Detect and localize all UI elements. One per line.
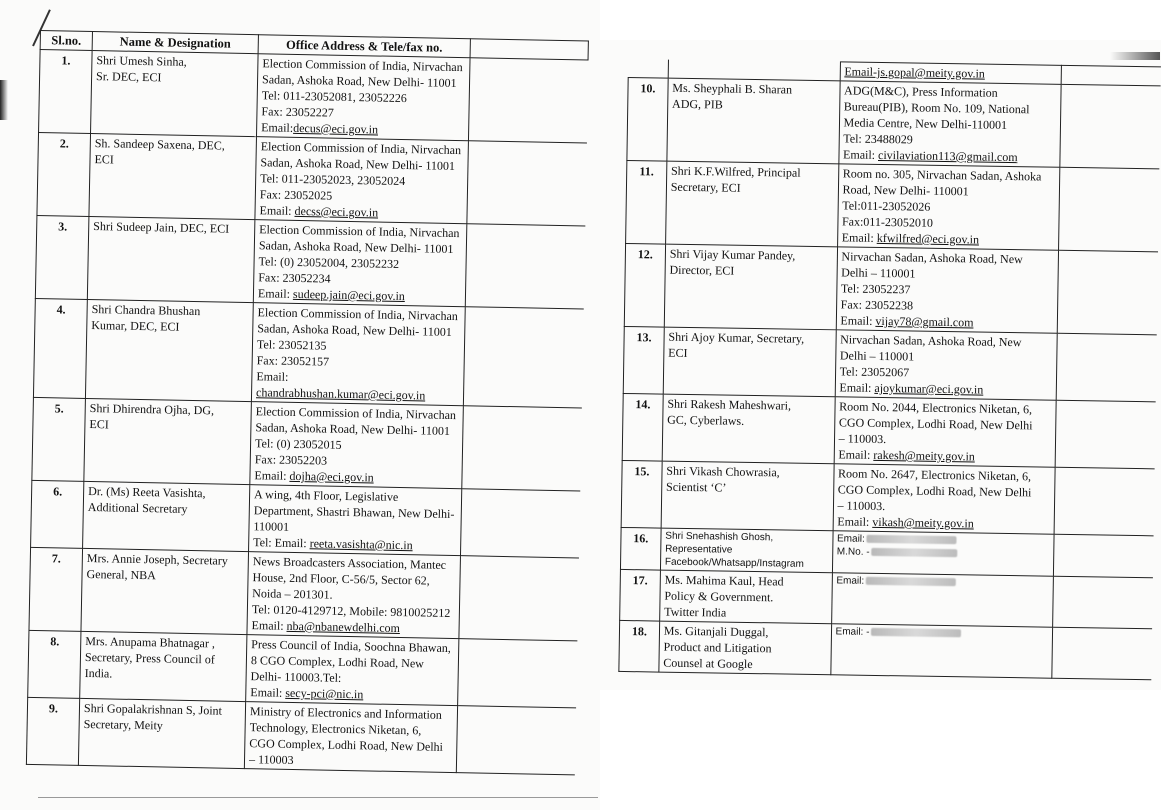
row-name-designation (81, 548, 249, 634)
row-office-address (830, 624, 1053, 678)
name-line: Ms. Gitanjali Duggal, (663, 623, 769, 640)
email-line (256, 384, 459, 404)
row-slno: 18. (619, 620, 660, 672)
row-office-address (256, 54, 470, 141)
email-address: dojha@eci.gov.in (289, 468, 374, 485)
row-blank-cell (1053, 576, 1153, 629)
address-line: Tel: (0) 23052004, 23052232 (258, 254, 400, 271)
email-label: Email: (837, 514, 873, 529)
address-line: Tel:011-23052026 (842, 198, 931, 214)
address-line: Tel: (0) 23052015 (254, 436, 342, 452)
address-line: Sadan, Ashoka Road, New Delhi- 11001 (255, 420, 451, 438)
email-label: Email: (251, 618, 287, 633)
row-blank-cell (1052, 627, 1152, 680)
table-row (622, 393, 1155, 468)
row-blank-cell (462, 406, 582, 491)
email-line (250, 684, 453, 704)
address-line: Nirvachan Sadan, Ashoka Road, New (841, 249, 1023, 267)
name-line: Shri Vijay Kumar Pandey, (669, 246, 796, 263)
table-row (35, 215, 584, 309)
row-name-designation (80, 631, 247, 701)
address-line: – 110003 (248, 752, 294, 768)
name-line: Twitter India (664, 604, 727, 620)
row-office-address (835, 330, 1058, 400)
row-office-address (251, 303, 465, 406)
row-name-designation (89, 133, 257, 219)
address-line: Sadan, Ashoka Road, New Delhi- 11001 (260, 155, 456, 173)
row-name-designation (87, 216, 255, 302)
row-name-designation (659, 570, 832, 624)
right-scanned-page (600, 40, 1161, 690)
email-line (838, 446, 1051, 465)
right-contact-table-sheet (618, 58, 1161, 680)
name-line: ECI (668, 345, 688, 360)
address-line: House, 2nd Floor, C-56/5, Sector 62, (252, 570, 430, 588)
address-line: Room No. 2044, Electronics Niketan, 6, (839, 399, 1033, 417)
address-line: – 110003. (837, 498, 886, 514)
address-line: Ministry of Electronics and Information (249, 704, 443, 722)
email-address: decus@eci.gov.in (293, 120, 379, 137)
address-line: A wing, 4th Floor, Legislative (253, 487, 399, 504)
address-line: Tel: 011-23052023, 23052024 (260, 171, 406, 189)
address-line: Fax: 23052025 (259, 187, 333, 203)
row-blank-cell (1054, 467, 1154, 536)
address-line: Delhi – 110001 (839, 348, 915, 364)
address-line: Room No. 2647, Electronics Niketan, 6, (837, 466, 1032, 484)
row-blank-cell (458, 639, 577, 708)
table-row (620, 569, 1153, 628)
email-line (259, 202, 462, 222)
address-line: 110001 (253, 519, 290, 534)
name-line: ECI (89, 417, 109, 432)
email-label: Tel: Email: (253, 535, 310, 551)
name-line: Shri Sudeep Jain, DEC, ECI (93, 219, 230, 236)
header-slno: Sl.no. (40, 31, 92, 51)
row-slno: 12. (624, 243, 665, 327)
name-line: Sr. DEC, ECI (95, 69, 162, 85)
row-slno: 7. (29, 547, 83, 631)
table-row (29, 547, 578, 641)
row-office-address (836, 247, 1059, 333)
email-label: Email: (259, 203, 295, 218)
row-name-designation (83, 481, 250, 551)
row-name-designation (662, 394, 835, 464)
address-line: Fax: 23052227 (261, 104, 334, 120)
row-slno: 13. (623, 326, 664, 394)
name-line: Shri Vikash Chowrasia, (666, 463, 780, 480)
table-row (33, 298, 583, 408)
address-line: Email: (256, 369, 289, 384)
email-line (839, 379, 1052, 398)
row-office-address (253, 220, 467, 307)
scan-edge-mark (1110, 52, 1160, 60)
left-contact-table-sheet (26, 30, 589, 775)
email-line (261, 119, 464, 139)
row-blank-cell (459, 556, 579, 641)
header-blank (470, 39, 588, 60)
address-line: Media Centre, New Delhi-110001 (843, 115, 1008, 132)
email-address: chandrabhushan.kumar@eci.gov.in (255, 385, 426, 403)
name-line: Secretary, Press Council of (84, 649, 215, 667)
email-line (837, 513, 1050, 532)
row-office-address (833, 464, 1056, 534)
address-line: Fax: 23052157 (256, 353, 330, 369)
table-row (28, 630, 577, 708)
address-line: Sadan, Ashoka Road, New Delhi- 11001 (258, 238, 454, 256)
row-office-address (246, 635, 459, 706)
name-line: Scientist ‘C’ (665, 479, 727, 495)
address-line: ADG(M&C), Press Information (843, 83, 998, 100)
table-row (31, 480, 580, 558)
address-line: Tel: 011-23052081, 23052226 (261, 88, 407, 106)
address-line: Sadan, Ashoka Road, New Delhi- 11001 (257, 321, 452, 339)
email-label: Email: (250, 685, 286, 700)
row-slno: 2. (37, 132, 91, 216)
redacted-contact (872, 548, 958, 557)
name-line: Facebook/Whatsapp/Instagram (664, 556, 804, 570)
address-line: News Broadcasters Association, Mantec (252, 554, 447, 572)
row-office-address (831, 573, 1054, 627)
email-address: civilaviation113@gmail.com (877, 147, 1018, 165)
address-line: Election Commission of India, Nirvachan (262, 56, 463, 75)
name-line: Counsel at Google (663, 655, 753, 672)
row-blank-cell (1056, 400, 1156, 469)
row-slno: 3. (35, 215, 89, 299)
name-line: Ms. Mahima Kaul, Head (664, 572, 784, 589)
redacted-contact (866, 577, 956, 586)
table-row (26, 697, 575, 775)
name-line: Policy & Government. (664, 588, 774, 605)
name-line: Director, ECI (669, 262, 735, 278)
scan-shadow (0, 80, 8, 120)
row-name-designation (664, 244, 837, 330)
address-line: Fax: 23052238 (840, 297, 914, 313)
address-line: Fax: 23052203 (254, 452, 328, 468)
row-blank-cell (1060, 84, 1160, 169)
email-address: decss@eci.gov.in (294, 203, 379, 220)
row-blank-cell (1059, 167, 1159, 252)
name-line: Shri Rakesh Maheshwari, (667, 396, 792, 413)
email-address: vikash@meity.gov.in (872, 514, 974, 531)
row-blank-cell (465, 224, 585, 309)
email-label: Email: (842, 147, 879, 162)
email-address: kfwilfred@eci.gov.in (876, 230, 980, 247)
address-line: Tel: 0120-4129712, Mobile: 9810025212 (251, 602, 451, 620)
email-line (253, 534, 456, 554)
email-line (842, 229, 1055, 248)
name-line: Secretary, ECI (670, 179, 741, 195)
address-line: CGO Complex, Lodhi Road, New Delhi (838, 415, 1033, 433)
row-blank-cell (467, 141, 587, 226)
header-name-designation: Name & Designation (92, 32, 258, 54)
contact-line (835, 625, 1048, 641)
name-line: ECI (94, 152, 115, 167)
email-address: reeta.vasishta@nic.in (309, 536, 413, 553)
row-name-designation (84, 398, 252, 484)
row-name-designation (91, 51, 259, 137)
email-label: Email: (257, 286, 294, 301)
address-line: Tel: 23488029 (843, 131, 913, 147)
row-blank-cell (456, 706, 575, 775)
row-office-address (832, 531, 1054, 576)
email-label: Email: (839, 380, 875, 395)
table-row (39, 50, 588, 144)
name-line: Shri Snehashish Ghosh, (665, 530, 774, 544)
name-line: Kumar, DEC, ECI (91, 318, 180, 334)
name-line: General, NBA (86, 566, 156, 583)
address-line: CGO Complex, Lodhi Road, New Delhi (249, 736, 444, 754)
email-label: Email: (254, 468, 290, 483)
continued-email: Email-js.gopal@meity.gov.in (840, 62, 1062, 84)
address-line: Technology, Electronics Niketan, 6, (249, 720, 422, 738)
row-slno: 14. (622, 393, 663, 461)
table-row (626, 160, 1160, 251)
email-address: nba@nbanewdelhi.com (286, 618, 401, 636)
row-office-address (834, 397, 1057, 467)
row-office-address (250, 402, 464, 489)
email-address: rakesh@meity.gov.in (873, 447, 975, 464)
address-line: Delhi- 110003.Tel: (250, 669, 342, 685)
address-line: Sadan, Ashoka Road, New Delhi- 11001 (261, 72, 457, 91)
contact-label: M.No. - (836, 546, 870, 558)
address-line: Tel: 23052237 (840, 281, 911, 297)
row-name-designation (78, 698, 245, 768)
row-name-designation (659, 621, 832, 675)
address-line: Election Commission of India, Nirvachan (259, 222, 460, 241)
row-slno: 8. (28, 630, 81, 698)
contact-line (837, 545, 1050, 561)
email-address: sudeep.jain@eci.gov.in (292, 286, 406, 304)
contact-table-right (618, 58, 1161, 680)
row-slno: 17. (620, 569, 661, 621)
row-blank-cell (460, 489, 579, 558)
name-line: Shri Ajoy Kumar, Secretary, (668, 329, 805, 346)
name-line: Shri Chandra Bhushan (91, 302, 201, 319)
row-slno: 9. (26, 697, 79, 765)
row-blank-cell (1058, 250, 1158, 335)
email-line (840, 312, 1053, 331)
name-line: Additional Secretary (87, 500, 188, 516)
email-line (258, 285, 461, 305)
table-row (619, 620, 1152, 679)
row-name-designation (663, 327, 836, 397)
table-row (32, 397, 581, 491)
row-slno: 1. (39, 50, 93, 134)
email-label: Email: (838, 447, 874, 462)
table-row (37, 132, 586, 226)
name-line: Shri Umesh Sinha, (96, 53, 187, 69)
email-label: Email: (841, 230, 877, 245)
address-line: Election Commission of India, Nirvachan (257, 305, 459, 324)
redacted-contact (871, 628, 961, 637)
name-line: Secretary, Meity (83, 716, 164, 733)
row-name-designation (660, 528, 832, 573)
name-line: GC, Cyberlaws. (667, 412, 745, 428)
table-row (624, 243, 1158, 334)
name-line: India. (84, 665, 113, 681)
row-slno: 10. (627, 78, 668, 162)
name-line: Mrs. Annie Joseph, Secretary (86, 550, 228, 568)
address-line: Department, Shastri Bhawan, New Delhi- (253, 503, 455, 522)
row-blank-cell (1054, 534, 1154, 578)
address-line: Tel: 23052135 (256, 337, 327, 353)
header-office-address: Office Address & Tele/fax no. (258, 35, 470, 58)
row-slno: 16. (620, 527, 660, 570)
row-blank-cell (463, 307, 583, 408)
name-line: Mrs. Anupama Bhatnagar , (85, 633, 216, 651)
row-office-address (244, 702, 457, 773)
contact-label: Email: (836, 533, 865, 545)
contact-line (836, 574, 1049, 590)
contact-label: Email: - (835, 626, 870, 638)
row-slno: 5. (32, 397, 86, 481)
row-office-address (249, 485, 462, 556)
address-line: – 110003. (838, 431, 887, 447)
address-line: Delhi – 110001 (841, 265, 916, 281)
address-line: Road, New Delhi- 110001 (842, 182, 969, 199)
address-line: Fax: 23052234 (258, 270, 331, 286)
name-line: Shri Dhirendra Ojha, DG, (89, 401, 215, 418)
address-line: Press Council of India, Soochna Bhawan, (251, 637, 451, 655)
name-line: Ms. Sheyphali B. Sharan (672, 80, 793, 97)
row-blank-cell (468, 58, 588, 143)
email-label: Email: (261, 120, 294, 135)
address-line: Election Commission of India, Nirvachan (260, 139, 462, 158)
address-line: Fax:011-23052010 (841, 214, 934, 230)
row-office-address (247, 552, 461, 639)
email-label: Email: (840, 313, 876, 328)
name-line: Product and Litigation (663, 639, 772, 656)
row-slno: 4. (33, 298, 87, 398)
redacted-contact (867, 535, 957, 544)
email-address: ajoykumar@eci.gov.in (874, 380, 984, 397)
contact-table-left (26, 30, 589, 775)
name-line: Shri Gopalakrishnan S, Joint (83, 700, 223, 718)
table-row (623, 326, 1156, 401)
row-name-designation (661, 461, 834, 531)
row-name-designation (665, 161, 838, 247)
address-line: Nirvachan Sadan, Ashoka Road, New (840, 332, 1022, 350)
address-line: 8 CGO Complex, Lodhi Road, New (250, 653, 425, 671)
row-name-designation (667, 78, 840, 164)
address-line: Noida – 201301. (252, 586, 333, 602)
table-row (627, 78, 1161, 169)
email-address: vijay78@gmail.com (875, 313, 974, 330)
name-line: Dr. (Ms) Reeta Vasishta, (88, 484, 206, 501)
address-line: Tel: 23052067 (839, 364, 910, 380)
row-name-designation (85, 299, 253, 401)
name-line: Sh. Sandeep Saxena, DEC, (94, 136, 225, 153)
row-office-address (838, 81, 1061, 167)
contact-label: Email: (836, 575, 865, 587)
name-line: Shri K.F.Wilfred, Principal (670, 163, 801, 180)
name-line: Representative (665, 543, 733, 556)
table-row (621, 460, 1154, 535)
email-line (254, 467, 457, 487)
name-line: ADG, PIB (672, 96, 723, 112)
row-slno: 6. (31, 480, 84, 548)
row-blank-cell (1057, 333, 1157, 402)
address-line: Room no. 305, Nirvachan Sadan, Ashoka (842, 166, 1042, 184)
page-bottom-edge (38, 797, 598, 798)
address-line: Bureau(PIB), Room No. 109, National (843, 99, 1030, 117)
row-slno: 11. (626, 160, 667, 244)
address-line: CGO Complex, Lodhi Road, New Delhi (837, 482, 1032, 500)
row-office-address (837, 164, 1060, 250)
row-slno: 15. (621, 460, 662, 528)
email-address: secy-pci@nic.in (285, 685, 364, 702)
address-line: Election Commission of India, Nirvachan (255, 404, 457, 423)
row-office-address (255, 137, 469, 224)
email-line (843, 146, 1056, 165)
